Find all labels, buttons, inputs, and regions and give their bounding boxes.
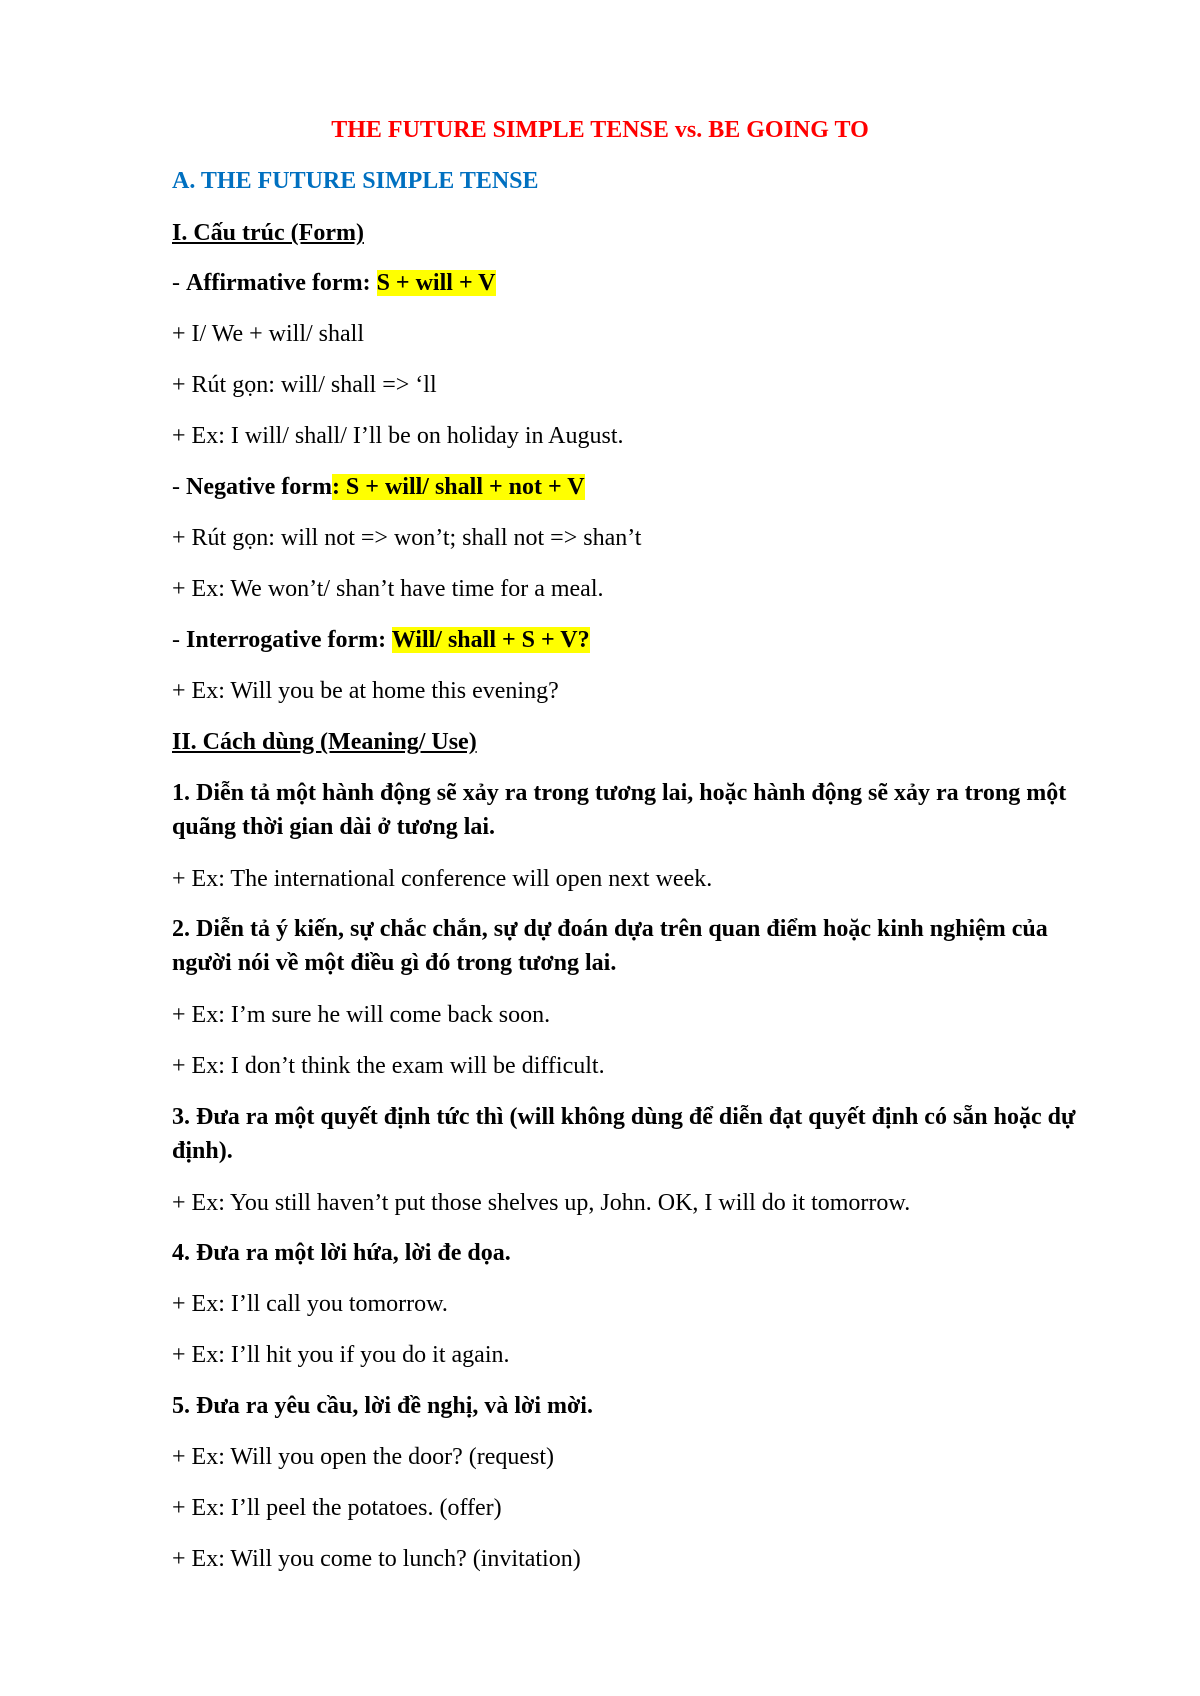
affirmative-label: Affirmative form: xyxy=(186,270,377,296)
negative-form-line xyxy=(172,470,585,504)
use-3-text: 3. Đưa ra một quyết định tức thì (will không dùng để diễn đạt quyết định có sẵn hoặc dự định). xyxy=(172,1104,1076,1164)
use-2-example-2: + Ex: I don’t think the exam will be difficult. xyxy=(172,1053,605,1079)
use-4-example-1: + Ex: I’ll call you tomorrow. xyxy=(172,1291,448,1317)
negative-formula: : S + will/ shall + not + V xyxy=(331,474,585,500)
aff-line-3: + Ex: I will/ shall/ I’ll be on holiday in August. xyxy=(172,423,624,449)
affirmative-formula: S + will + V xyxy=(376,270,496,296)
interrogative-prefix: - xyxy=(172,627,186,653)
use-heading: II. Cách dùng (Meaning/ Use) xyxy=(172,729,477,755)
use-5-text: 5. Đưa ra yêu cầu, lời đề nghị, và lời mời. xyxy=(172,1393,593,1419)
negative-prefix: - xyxy=(172,474,186,500)
affirmative-prefix: - xyxy=(172,270,186,296)
int-line-1: + Ex: Will you be at home this evening? xyxy=(172,678,559,704)
use-2-example-1: + Ex: I’m sure he will come back soon. xyxy=(172,1002,551,1028)
use-5-example-2: + Ex: I’ll peel the potatoes. (offer) xyxy=(172,1495,502,1521)
use-1-example: + Ex: The international conference will open next week. xyxy=(172,866,713,892)
section-a-heading: A. THE FUTURE SIMPLE TENSE xyxy=(172,168,539,194)
interrogative-formula: Will/ shall + S + V? xyxy=(391,627,590,653)
use-5-example-3: + Ex: Will you come to lunch? (invitation) xyxy=(172,1546,581,1572)
use-1-text: 1. Diễn tả một hành động sẽ xảy ra trong tương lai, hoặc hành động sẽ xảy ra trong một quãng thời gian dài ở tương lai. xyxy=(172,780,1067,840)
neg-line-1: + Rút gọn: will not => won’t; shall not => shan’t xyxy=(172,525,642,551)
interrogative-form-line xyxy=(172,623,590,657)
use-4-text: 4. Đưa ra một lời hứa, lời đe dọa. xyxy=(172,1240,511,1266)
use-3-example: + Ex: You still haven’t put those shelves up, John. OK, I will do it tomorrow. xyxy=(172,1190,911,1216)
document-title: THE FUTURE SIMPLE TENSE vs. BE GOING TO xyxy=(331,117,869,143)
aff-line-1: + I/ We + will/ shall xyxy=(172,321,365,347)
form-heading: I. Cấu trúc (Form) xyxy=(172,220,364,246)
neg-line-2: + Ex: We won’t/ shan’t have time for a meal. xyxy=(172,576,604,602)
use-4-example-2: + Ex: I’ll hit you if you do it again. xyxy=(172,1342,510,1368)
use-2-text: 2. Diễn tả ý kiến, sự chắc chắn, sự dự đoán dựa trên quan điểm hoặc kinh nghiệm của người nói về một điều gì đó trong tương lai. xyxy=(172,916,1048,976)
aff-line-2: + Rút gọn: will/ shall => ‘ll xyxy=(172,372,437,398)
affirmative-form-line xyxy=(172,266,496,300)
use-5-example-1: + Ex: Will you open the door? (request) xyxy=(172,1444,555,1470)
negative-label: Negative form xyxy=(186,474,332,500)
interrogative-label: Interrogative form: xyxy=(186,627,392,653)
